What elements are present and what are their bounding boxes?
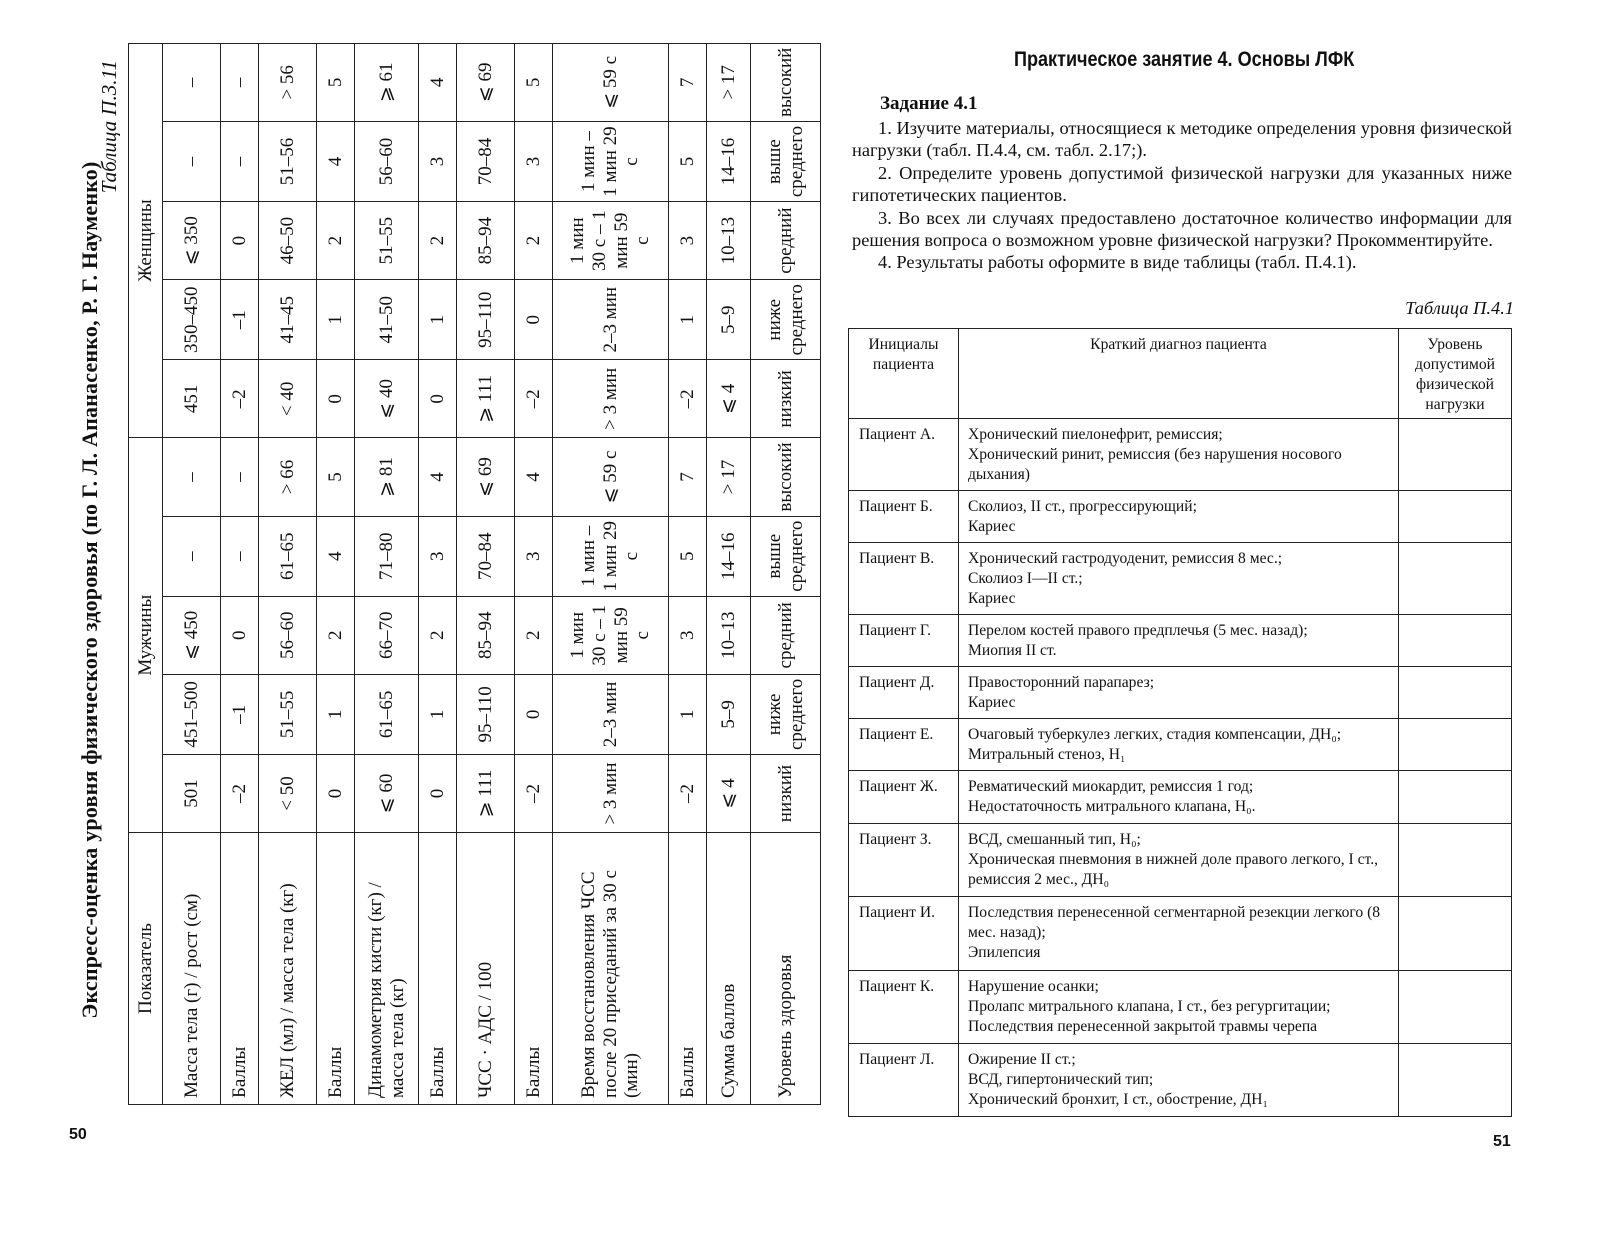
women-value-cell: – bbox=[163, 43, 221, 121]
patient-diagnosis bbox=[959, 771, 1399, 824]
men-value-cell: ⩽ 60 bbox=[355, 755, 419, 833]
instruction-paragraph: 4. Результаты работы оформите в виде таблицы (табл. П.4.1). bbox=[878, 252, 1357, 273]
women-value-cell: 1 bbox=[419, 280, 457, 360]
diagnosis-line: Перелом костей правого предплечья (5 мес. назад); bbox=[968, 622, 1308, 639]
patient-name: Пациент Г. bbox=[849, 615, 959, 667]
women-value-cell: выше среднего bbox=[751, 121, 821, 201]
women-value-cell: < 40 bbox=[259, 360, 317, 438]
women-value-cell: 0 bbox=[419, 360, 457, 438]
indicator-label: Уровень здоровья bbox=[751, 833, 821, 1105]
patient-row bbox=[849, 971, 1512, 1044]
patient-name: Пациент Ж. bbox=[849, 771, 959, 824]
patient-diagnosis bbox=[959, 419, 1399, 491]
table-row bbox=[457, 43, 515, 1104]
diagnosis-line: Последствия перенесенной сегментарной резекции легкого (8 мес. назад); bbox=[968, 904, 1381, 941]
header-initials: Инициалы пациента bbox=[849, 329, 959, 419]
diagnosis-line: Хроническая пневмония в нижней доле правого легкого, I ст., ремиссия 2 мес., ДН₀ bbox=[968, 851, 1378, 888]
diagnosis-line: Хронический пиелонефрит, ремиссия; bbox=[968, 426, 1223, 443]
men-value-cell: ⩾ 111 bbox=[457, 755, 515, 833]
patient-row bbox=[849, 615, 1512, 667]
indicator-label: Баллы bbox=[515, 833, 553, 1105]
men-value-cell: 4 bbox=[419, 438, 457, 516]
patient-row bbox=[849, 824, 1512, 897]
women-value-cell: 0 bbox=[221, 202, 259, 280]
women-value-cell: 5 bbox=[317, 43, 355, 121]
diagnosis-line: Сколиоз I—II ст.; bbox=[968, 570, 1083, 587]
men-value-cell: 70–84 bbox=[457, 516, 515, 596]
men-value-cell: –1 bbox=[221, 674, 259, 754]
women-value-cell: 85–94 bbox=[457, 202, 515, 280]
men-value-cell: 5–9 bbox=[707, 674, 751, 754]
left-table-number: Таблица П.3.11 bbox=[97, 60, 121, 194]
women-value-cell: 1 мин – 1 мин 29 с bbox=[553, 121, 669, 201]
men-value-cell: –2 bbox=[221, 755, 259, 833]
men-value-cell: 61–65 bbox=[259, 516, 317, 596]
men-value-cell: низкий bbox=[751, 755, 821, 833]
diagnosis-line: ВСД, гипертонический тип; bbox=[968, 1071, 1154, 1088]
load-level-cell bbox=[1399, 719, 1512, 771]
men-value-cell: 95–110 bbox=[457, 674, 515, 754]
load-level-cell bbox=[1399, 667, 1512, 719]
patient-name: Пациент Д. bbox=[849, 667, 959, 719]
women-value-cell: ⩽ 350 bbox=[163, 202, 221, 280]
diagnosis-line: Очаговый туберкулез легких, стадия компенсации, ДН₀; bbox=[968, 726, 1342, 743]
patient-diagnosis bbox=[959, 1044, 1399, 1117]
women-value-cell: 41–45 bbox=[259, 280, 317, 360]
women-value-cell: – bbox=[221, 43, 259, 121]
men-value-cell: 0 bbox=[419, 755, 457, 833]
men-value-cell: 5 bbox=[669, 516, 707, 596]
men-value-cell: – bbox=[163, 438, 221, 516]
men-value-cell: высокий bbox=[751, 438, 821, 516]
men-value-cell: –2 bbox=[669, 755, 707, 833]
men-value-cell: выше среднего bbox=[751, 516, 821, 596]
table-row bbox=[553, 43, 669, 1104]
men-value-cell: ⩾ 81 bbox=[355, 438, 419, 516]
left-table-title: Экспресс-оценка уровня физического здоровья (по Г. Л. Апанасенко, Р. Г. Науменко) bbox=[77, 161, 102, 1019]
men-value-cell: 5 bbox=[317, 438, 355, 516]
women-value-cell: 3 bbox=[419, 121, 457, 201]
indicator-label: Масса тела (г) / рост (см) bbox=[163, 833, 221, 1105]
indicator-label: Баллы bbox=[419, 833, 457, 1105]
diagnosis-line: Миопия II ст. bbox=[968, 642, 1057, 659]
women-value-cell: низкий bbox=[751, 360, 821, 438]
men-value-cell: 7 bbox=[669, 438, 707, 516]
header-load-level: Уровень допустимой физической нагрузки bbox=[1399, 329, 1512, 419]
women-value-cell: 4 bbox=[419, 43, 457, 121]
women-value-cell: ⩽ 4 bbox=[707, 360, 751, 438]
women-value-cell: 2 bbox=[419, 202, 457, 280]
men-value-cell: 0 bbox=[515, 674, 553, 754]
women-value-cell: 51–56 bbox=[259, 121, 317, 201]
indicator-label: Время восстановления ЧСС после 20 приседаний за 30 с (мин) bbox=[553, 833, 669, 1105]
women-value-cell: 4 bbox=[317, 121, 355, 201]
load-level-cell bbox=[1399, 971, 1512, 1044]
women-value-cell: 350–450 bbox=[163, 280, 221, 360]
men-value-cell: 1 мин – 1 мин 29 с bbox=[553, 516, 669, 596]
patient-row bbox=[849, 771, 1512, 824]
men-value-cell: ⩽ 59 с bbox=[553, 438, 669, 516]
patient-diagnosis bbox=[959, 897, 1399, 971]
patient-row bbox=[849, 719, 1512, 771]
page-number-right: 51 bbox=[1493, 1133, 1511, 1150]
load-level-cell bbox=[1399, 897, 1512, 971]
women-value-cell: > 56 bbox=[259, 43, 317, 121]
women-value-cell: 0 bbox=[515, 280, 553, 360]
men-value-cell: 66–70 bbox=[355, 596, 419, 674]
table-row bbox=[419, 43, 457, 1104]
table-row bbox=[669, 43, 707, 1104]
patient-row bbox=[849, 543, 1512, 615]
load-level-cell bbox=[1399, 419, 1512, 491]
diagnosis-line: ВСД, смешанный тип, Н₀; bbox=[968, 831, 1141, 848]
indicator-label: Баллы bbox=[221, 833, 259, 1105]
men-value-cell: – bbox=[163, 516, 221, 596]
patient-row bbox=[849, 419, 1512, 491]
women-value-cell: 451 bbox=[163, 360, 221, 438]
patient-name: Пациент А. bbox=[849, 419, 959, 491]
men-value-cell: 1 bbox=[419, 674, 457, 754]
men-value-cell: 4 bbox=[515, 438, 553, 516]
men-value-cell: 10–13 bbox=[707, 596, 751, 674]
patient-diagnosis bbox=[959, 615, 1399, 667]
header-diagnosis: Краткий диагноз пациента bbox=[959, 329, 1399, 419]
men-value-cell: 2 bbox=[317, 596, 355, 674]
women-value-cell: 95–110 bbox=[457, 280, 515, 360]
load-level-cell bbox=[1399, 824, 1512, 897]
women-value-cell: ниже среднего bbox=[751, 280, 821, 360]
header-indicator: Показатель bbox=[129, 833, 163, 1105]
header-men: Мужчины bbox=[129, 438, 163, 833]
women-value-cell: 10–13 bbox=[707, 202, 751, 280]
table-row bbox=[317, 43, 355, 1104]
indicator-label: Баллы bbox=[669, 833, 707, 1105]
women-value-cell: 7 bbox=[669, 43, 707, 121]
diagnosis-line: Ревматический миокардит, ремиссия 1 год; bbox=[968, 778, 1254, 795]
diagnosis-line: Хронический ринит, ремиссия (без нарушения носового дыхания) bbox=[968, 446, 1342, 483]
load-level-cell bbox=[1399, 543, 1512, 615]
men-value-cell: 3 bbox=[515, 516, 553, 596]
men-value-cell: средний bbox=[751, 596, 821, 674]
women-value-cell: 46–50 bbox=[259, 202, 317, 280]
diagnosis-line: Нарушение осанки; bbox=[968, 978, 1099, 995]
men-value-cell: 0 bbox=[221, 596, 259, 674]
women-value-cell: ⩽ 40 bbox=[355, 360, 419, 438]
men-value-cell: > 3 мин bbox=[553, 755, 669, 833]
diagnosis-line: Хронический гастродуоденит, ремиссия 8 мес.; bbox=[968, 550, 1283, 567]
men-value-cell: 2 bbox=[419, 596, 457, 674]
women-value-cell: 3 bbox=[515, 121, 553, 201]
men-value-cell: ⩽ 450 bbox=[163, 596, 221, 674]
women-value-cell: 3 bbox=[669, 202, 707, 280]
women-value-cell: –2 bbox=[221, 360, 259, 438]
diagnosis-line: Хронический бронхит, I ст., обострение, ДН₁ bbox=[968, 1091, 1268, 1108]
men-value-cell: 85–94 bbox=[457, 596, 515, 674]
patient-row bbox=[849, 667, 1512, 719]
load-level-cell bbox=[1399, 491, 1512, 543]
women-value-cell: ⩾ 111 bbox=[457, 360, 515, 438]
instruction-paragraph: 2. Определите уровень допустимой физической нагрузки для указанных ниже гипотетических пациентов. bbox=[852, 162, 1512, 206]
patient-row bbox=[849, 491, 1512, 543]
patient-diagnosis bbox=[959, 543, 1399, 615]
men-value-cell: 3 bbox=[669, 596, 707, 674]
indicator-label: Сумма баллов bbox=[707, 833, 751, 1105]
women-value-cell: 1 bbox=[317, 280, 355, 360]
table-row bbox=[707, 43, 751, 1104]
men-value-cell: 1 bbox=[317, 674, 355, 754]
men-value-cell: 1 bbox=[669, 674, 707, 754]
men-value-cell: < 50 bbox=[259, 755, 317, 833]
women-value-cell: 2 bbox=[317, 202, 355, 280]
health-assessment-table bbox=[128, 43, 821, 1105]
men-value-cell: > 17 bbox=[707, 438, 751, 516]
women-value-cell: 56–60 bbox=[355, 121, 419, 201]
women-value-cell: 5 bbox=[515, 43, 553, 121]
women-value-cell: ⩽ 59 с bbox=[553, 43, 669, 121]
women-value-cell: > 3 мин bbox=[553, 360, 669, 438]
patient-name: Пациент К. bbox=[849, 971, 959, 1044]
women-value-cell: высокий bbox=[751, 43, 821, 121]
patient-diagnosis bbox=[959, 491, 1399, 543]
men-value-cell: 51–55 bbox=[259, 674, 317, 754]
women-value-cell: 1 мин 30 с – 1 мин 59 с bbox=[553, 202, 669, 280]
men-value-cell: ⩽ 69 bbox=[457, 438, 515, 516]
women-value-cell: 0 bbox=[317, 360, 355, 438]
men-value-cell: 0 bbox=[317, 755, 355, 833]
men-value-cell: – bbox=[221, 438, 259, 516]
task-heading: Задание 4.1 bbox=[880, 93, 978, 114]
patient-diagnosis bbox=[959, 824, 1399, 897]
men-value-cell: 2–3 мин bbox=[553, 674, 669, 754]
women-value-cell: 5 bbox=[669, 121, 707, 201]
men-value-cell: 3 bbox=[419, 516, 457, 596]
men-value-cell: 14–16 bbox=[707, 516, 751, 596]
men-value-cell: –2 bbox=[515, 755, 553, 833]
patient-name: Пациент Б. bbox=[849, 491, 959, 543]
men-value-cell: 2 bbox=[515, 596, 553, 674]
patient-row bbox=[849, 897, 1512, 971]
diagnosis-line: Эпилепсия bbox=[968, 944, 1041, 961]
women-value-cell: 2 bbox=[515, 202, 553, 280]
patient-name: Пациент Л. bbox=[849, 1044, 959, 1117]
diagnosis-line: Кариес bbox=[968, 518, 1016, 535]
men-value-cell: 56–60 bbox=[259, 596, 317, 674]
load-level-cell bbox=[1399, 771, 1512, 824]
women-value-cell: 2–3 мин bbox=[553, 280, 669, 360]
patient-name: Пациент И. bbox=[849, 897, 959, 971]
women-value-cell: – bbox=[163, 121, 221, 201]
men-value-cell: 1 мин 30 с – 1 мин 59 с bbox=[553, 596, 669, 674]
page-number-left: 50 bbox=[69, 1126, 87, 1143]
indicator-label: Динамометрия кисти (кг) / масса тела (кг) bbox=[355, 833, 419, 1105]
patient-name: Пациент Е. bbox=[849, 719, 959, 771]
patient-diagnosis bbox=[959, 971, 1399, 1044]
men-value-cell: 71–80 bbox=[355, 516, 419, 596]
women-value-cell: 51–55 bbox=[355, 202, 419, 280]
women-value-cell: средний bbox=[751, 202, 821, 280]
diagnosis-line: Правосторонний парапарез; bbox=[968, 674, 1155, 691]
patient-diagnosis bbox=[959, 719, 1399, 771]
women-value-cell: 5–9 bbox=[707, 280, 751, 360]
women-value-cell: ⩾ 61 bbox=[355, 43, 419, 121]
section-title: Практическое занятие 4. Основы ЛФК bbox=[1014, 48, 1355, 71]
header-women: Женщины bbox=[129, 43, 163, 438]
indicator-label: Баллы bbox=[317, 833, 355, 1105]
women-value-cell: ⩽ 69 bbox=[457, 43, 515, 121]
patients-table bbox=[848, 328, 1512, 1117]
diagnosis-line: Сколиоз, II ст., прогрессирующий; bbox=[968, 498, 1197, 515]
left-page-rotated bbox=[35, 35, 807, 1140]
table-row bbox=[355, 43, 419, 1104]
men-value-cell: 451–500 bbox=[163, 674, 221, 754]
load-level-cell bbox=[1399, 1044, 1512, 1117]
patient-row bbox=[849, 1044, 1512, 1117]
women-value-cell: –2 bbox=[669, 360, 707, 438]
men-value-cell: ниже среднего bbox=[751, 674, 821, 754]
diagnosis-line: Митральный стеноз, Н₁ bbox=[968, 746, 1126, 763]
patient-name: Пациент З. bbox=[849, 824, 959, 897]
women-value-cell: 14–16 bbox=[707, 121, 751, 201]
men-value-cell: 61–65 bbox=[355, 674, 419, 754]
indicator-label: ЧСС · АДС / 100 bbox=[457, 833, 515, 1105]
table-row bbox=[259, 43, 317, 1104]
diagnosis-line: Последствия перенесенной закрытой травмы черепа bbox=[968, 1018, 1318, 1035]
women-value-cell: – bbox=[221, 121, 259, 201]
table-row bbox=[515, 43, 553, 1104]
patient-diagnosis bbox=[959, 667, 1399, 719]
instruction-paragraph: 3. Во всех ли случаях предоставлено достаточное количество информации для решения вопроса о возможном уровне физической нагрузки? Прокомментируйте. bbox=[852, 207, 1512, 251]
diagnosis-line: Недостаточность митрального клапана, Н₀. bbox=[968, 798, 1256, 815]
indicator-label: ЖЕЛ (мл) / масса тела (кг) bbox=[259, 833, 317, 1105]
men-value-cell: ⩽ 4 bbox=[707, 755, 751, 833]
men-value-cell: 4 bbox=[317, 516, 355, 596]
table-row bbox=[751, 43, 821, 1104]
women-value-cell: –1 bbox=[221, 280, 259, 360]
task-instructions bbox=[852, 117, 1512, 274]
load-level-cell bbox=[1399, 615, 1512, 667]
women-value-cell: 41–50 bbox=[355, 280, 419, 360]
men-value-cell: – bbox=[221, 516, 259, 596]
instruction-paragraph: 1. Изучите материалы, относящиеся к методике определения уровня физической нагрузки (табл. П.4.4, см. табл. 2.17;). bbox=[852, 118, 1512, 161]
table-row bbox=[221, 43, 259, 1104]
diagnosis-line: Кариес bbox=[968, 590, 1016, 607]
diagnosis-line: Ожирение II ст.; bbox=[968, 1051, 1076, 1068]
women-value-cell: –2 bbox=[515, 360, 553, 438]
table-row bbox=[163, 43, 221, 1104]
diagnosis-line: Пролапс митрального клапана, I ст., без регургитации; bbox=[968, 998, 1331, 1015]
patient-name: Пациент В. bbox=[849, 543, 959, 615]
women-value-cell: 1 bbox=[669, 280, 707, 360]
women-value-cell: 70–84 bbox=[457, 121, 515, 201]
men-value-cell: > 66 bbox=[259, 438, 317, 516]
men-value-cell: 501 bbox=[163, 755, 221, 833]
table-caption: Таблица П.4.1 bbox=[1405, 298, 1514, 318]
diagnosis-line: Кариес bbox=[968, 694, 1016, 711]
women-value-cell: > 17 bbox=[707, 43, 751, 121]
